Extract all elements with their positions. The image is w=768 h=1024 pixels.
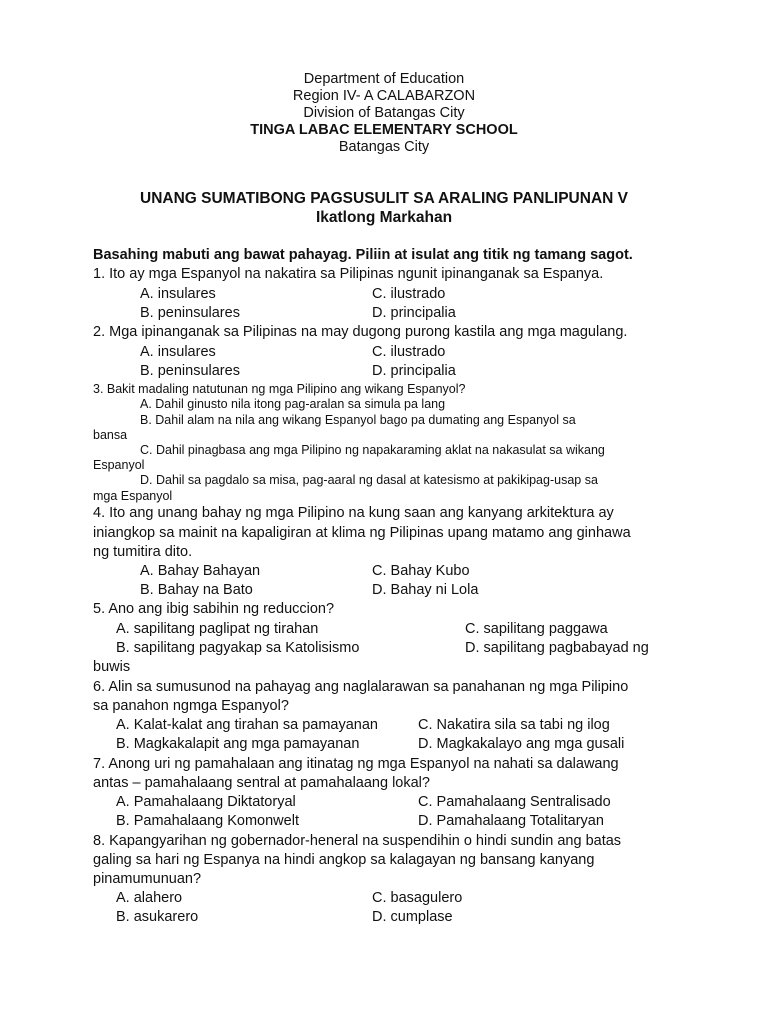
question-3: 3. Bakit madaling natutunan ng mga Pilipino ang wikang Espanyol? [93,382,466,396]
region-heading: Region IV- A CALABARZON [292,88,476,104]
q8-option-b: B. asukarero [116,909,199,925]
q3-option-b: B. Dahil alam na nila ang wikang Espanyol bago pa dumating ang Espanyol sa [140,413,576,427]
q7-option-c: C. Pamahalaang Sentralisado [418,794,611,810]
q1-option-b: B. peninsulares [140,305,240,321]
exam-title: UNANG SUMATIBONG PAGSUSULIT SA ARALING PANLIPUNAN V [140,190,628,207]
q2-option-d: D. principalia [372,363,456,379]
q5-option-a: A. sapilitang paglipat ng tirahan [116,621,319,637]
department-heading: Department of Education [303,71,465,87]
question-6-line-2: sa panahon ngmga Espanyol? [93,698,289,714]
q1-option-d: D. principalia [372,305,456,321]
q8-option-a: A. alahero [116,890,183,906]
q4-option-c: C. Bahay Kubo [372,563,470,579]
q6-option-a: A. Kalat-kalat ang tirahan sa pamayanan [116,717,378,733]
school-name: TINGA LABAC ELEMENTARY SCHOOL [250,122,518,138]
q6-option-c: C. Nakatira sila sa tabi ng ilog [418,717,610,733]
question-4-line-2: iniangkop sa mainit na kapaligiran at klima ng Pilipinas upang matamo ang ginhawa [93,525,631,541]
q7-option-a: A. Pamahalaang Diktatoryal [116,794,296,810]
q6-option-b: B. Magkakalapit ang mga pamayanan [116,736,360,752]
question-4-line-3: ng tumitira dito. [93,544,193,560]
q4-option-a: A. Bahay Bahayan [140,563,261,579]
q2-option-a: A. insulares [140,344,216,360]
q3-option-a: A. Dahil ginusto nila itong pag-aralan sa simula pa lang [140,397,446,411]
question-8-line-2: galing sa hari ng Espanya na hindi angkop sa kalagayan ng bansang kanyang [93,852,595,868]
city-heading: Batangas City [338,139,430,155]
question-4: 4. Ito ang unang bahay ng mga Pilipino na kung saan ang kanyang arkitektura ay [93,505,614,521]
q4-option-b: B. Bahay na Bato [140,582,253,598]
q3-option-d-cont: mga Espanyol [93,489,173,503]
q7-option-b: B. Pamahalaang Komonwelt [116,813,299,829]
q1-option-c: C. ilustrado [372,286,446,302]
q5-option-d: D. sapilitang pagbabayad ng [465,640,649,656]
q3-option-c: C. Dahil pinagbasa ang mga Pilipino ng napakaraming aklat na nakasulat sa wikang [140,443,605,457]
q3-option-d: D. Dahil sa pagdalo sa misa, pag-aaral ng dasal at katesismo at pakikipag-usap sa [140,473,598,487]
question-7-line-2: antas – pamahalaang sentral at pamahalaang lokal? [93,775,430,791]
instructions: Basahing mabuti ang bawat pahayag. Piliin at isulat ang titik ng tamang sagot. [93,247,633,263]
q1-option-a: A. insulares [140,286,216,302]
question-6: 6. Alin sa sumusunod na pahayag ang naglalarawan sa panahanan ng mga Pilipino [93,679,629,695]
q5-option-b: B. sapilitang pagyakap sa Katolisismo [116,640,360,656]
q5-option-d-cont: buwis [93,659,131,675]
q7-option-d: D. Pamahalaang Totalitaryan [418,813,604,829]
q3-option-b-cont: bansa [93,428,128,442]
question-2: 2. Mga ipinanganak sa Pilipinas na may dugong purong kastila ang mga magulang. [93,324,628,340]
question-8: 8. Kapangyarihan ng gobernador-heneral na suspendihin o hindi sundin ang batas [93,833,622,849]
q2-option-c: C. ilustrado [372,344,446,360]
q8-option-d: D. cumplase [372,909,453,925]
q6-option-d: D. Magkakalayo ang mga gusali [418,736,625,752]
question-7: 7. Anong uri ng pamahalaan ang itinatag ng mga Espanyol na nahati sa dalawang [93,756,619,772]
division-heading: Division of Batangas City [303,105,465,121]
q4-option-d: D. Bahay ni Lola [372,582,479,598]
question-1: 1. Ito ay mga Espanyol na nakatira sa Pilipinas ngunit ipinanganak sa Espanya. [93,266,604,282]
q3-option-c-cont: Espanyol [93,458,145,472]
question-8-line-3: pinamumunuan? [93,871,202,887]
question-5: 5. Ano ang ibig sabihin ng reduccion? [93,601,335,617]
q5-option-c: C. sapilitang paggawa [465,621,608,637]
quarter-title: Ikatlong Markahan [315,209,453,226]
q8-option-c: C. basagulero [372,890,463,906]
q2-option-b: B. peninsulares [140,363,240,379]
